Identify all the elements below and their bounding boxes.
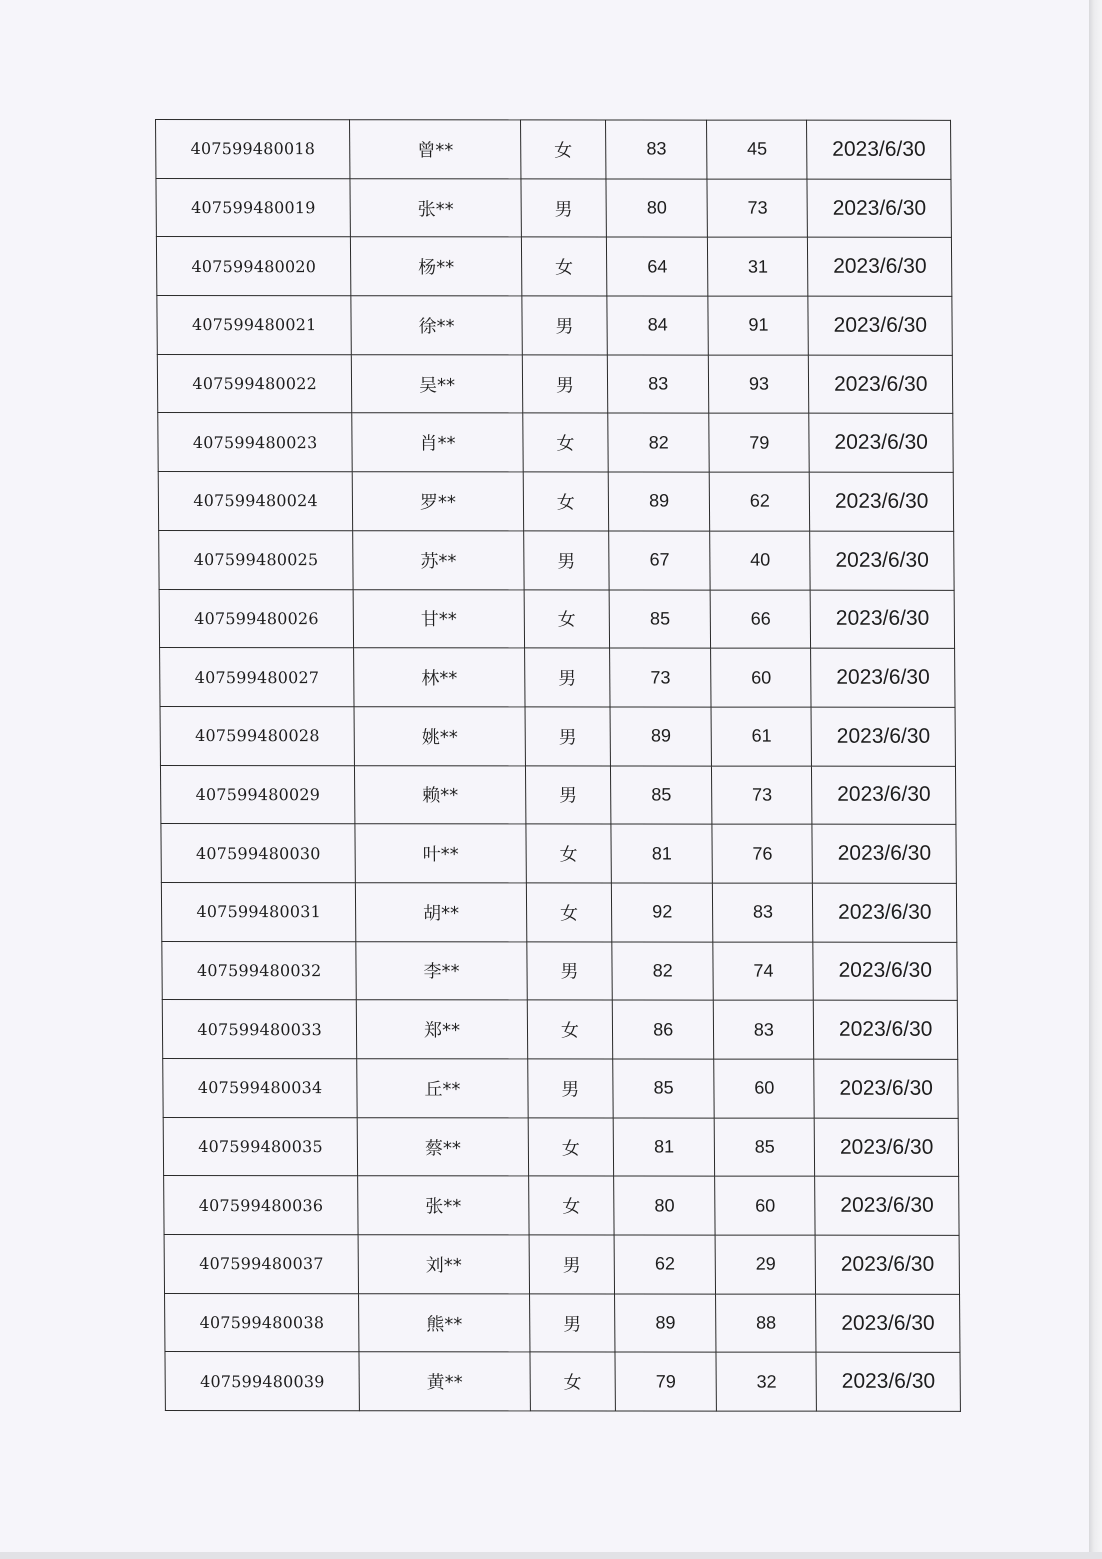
gender-cell: 女 — [524, 589, 610, 648]
score2-cell: 60 — [714, 1059, 815, 1118]
score1-cell: 89 — [615, 1294, 717, 1353]
name-cell: 叶** — [355, 824, 526, 883]
gender-cell: 女 — [526, 883, 612, 942]
name-cell: 甘** — [353, 589, 524, 648]
score2-cell: 93 — [709, 355, 810, 414]
candidate-id-cell: 407599480031 — [161, 882, 356, 941]
date-cell: 2023/6/30 — [810, 472, 954, 531]
date-cell: 2023/6/30 — [812, 824, 956, 883]
date-cell: 2023/6/30 — [816, 1235, 960, 1294]
name-cell: 熊** — [359, 1293, 530, 1352]
candidate-id-cell: 407599480025 — [159, 530, 354, 589]
score2-cell: 91 — [708, 296, 809, 355]
gender-cell: 男 — [522, 296, 608, 355]
score2-cell: 60 — [711, 648, 812, 707]
score1-cell: 62 — [614, 1235, 716, 1294]
date-cell: 2023/6/30 — [811, 590, 955, 649]
gender-cell: 女 — [523, 472, 609, 531]
score2-cell: 88 — [716, 1294, 817, 1353]
score1-cell: 80 — [614, 1176, 716, 1235]
gender-cell: 男 — [525, 707, 611, 766]
date-cell: 2023/6/30 — [815, 1118, 959, 1177]
score1-cell: 81 — [613, 1118, 715, 1177]
score2-cell: 83 — [713, 883, 814, 942]
gender-cell: 女 — [528, 1176, 614, 1235]
score1-cell: 64 — [607, 237, 709, 296]
table-row — [158, 472, 953, 532]
page-edge-bottom — [0, 1552, 1102, 1559]
table-row — [162, 941, 957, 1001]
name-cell: 赖** — [355, 765, 526, 824]
gender-cell: 女 — [527, 1000, 613, 1059]
candidate-id-cell: 407599480035 — [163, 1117, 358, 1176]
table-row — [157, 354, 952, 414]
score2-cell: 32 — [716, 1353, 817, 1412]
score2-cell: 66 — [710, 590, 811, 649]
score2-cell: 76 — [712, 824, 813, 883]
page-edge-right — [1089, 0, 1102, 1559]
date-cell: 2023/6/30 — [808, 238, 952, 297]
date-cell: 2023/6/30 — [814, 1000, 958, 1059]
candidate-id-cell: 407599480030 — [161, 824, 356, 883]
date-cell: 2023/6/30 — [810, 531, 954, 590]
table-row — [165, 1352, 960, 1412]
score1-cell: 85 — [609, 589, 711, 648]
score1-cell: 86 — [612, 1000, 714, 1059]
candidate-id-cell: 407599480022 — [157, 354, 352, 413]
gender-cell: 男 — [521, 179, 607, 238]
gender-cell: 女 — [526, 824, 612, 883]
table-row — [163, 1117, 958, 1177]
name-cell: 吴** — [352, 354, 523, 413]
name-cell: 胡** — [356, 883, 527, 942]
table-row — [160, 706, 955, 766]
score1-cell: 81 — [611, 824, 713, 883]
score1-cell: 92 — [611, 883, 713, 942]
candidate-id-cell: 407599480038 — [165, 1293, 360, 1352]
date-cell: 2023/6/30 — [812, 766, 956, 825]
score1-cell: 83 — [606, 120, 708, 179]
score2-cell: 79 — [709, 414, 810, 473]
candidate-id-cell: 407599480020 — [156, 237, 351, 296]
score2-cell: 83 — [714, 1000, 815, 1059]
gender-cell: 女 — [530, 1352, 616, 1411]
gender-cell: 男 — [529, 1294, 615, 1353]
name-cell: 蔡** — [357, 1117, 528, 1176]
score2-cell: 73 — [712, 766, 813, 825]
candidate-id-cell: 407599480026 — [159, 589, 354, 648]
candidate-id-cell: 407599480019 — [156, 178, 351, 237]
score2-cell: 61 — [711, 707, 812, 766]
score1-cell: 85 — [613, 1059, 715, 1118]
score1-cell: 85 — [611, 766, 713, 825]
name-cell: 林** — [354, 648, 525, 707]
candidate-id-cell: 407599480029 — [160, 765, 355, 824]
score1-cell: 89 — [610, 707, 712, 766]
table-row — [164, 1176, 959, 1236]
name-cell: 姚** — [354, 707, 525, 766]
score1-cell: 83 — [607, 355, 709, 414]
name-cell: 李** — [356, 941, 527, 1000]
table-row — [161, 882, 956, 942]
date-cell: 2023/6/30 — [807, 120, 951, 179]
candidate-id-cell: 407599480024 — [158, 472, 353, 531]
score1-cell: 82 — [608, 413, 710, 472]
table-row — [156, 120, 951, 180]
candidate-id-cell: 407599480032 — [162, 941, 357, 1000]
date-cell: 2023/6/30 — [811, 648, 955, 707]
name-cell: 曾** — [350, 120, 521, 179]
gender-cell: 女 — [528, 1118, 614, 1177]
gender-cell: 男 — [525, 765, 611, 824]
candidate-id-cell: 407599480023 — [158, 413, 353, 472]
score1-cell: 89 — [608, 472, 710, 531]
date-cell: 2023/6/30 — [816, 1294, 960, 1353]
name-cell: 苏** — [353, 531, 524, 590]
date-cell: 2023/6/30 — [814, 1059, 958, 1118]
score1-cell: 79 — [615, 1352, 717, 1411]
date-cell: 2023/6/30 — [811, 707, 955, 766]
date-cell: 2023/6/30 — [809, 414, 953, 473]
date-cell: 2023/6/30 — [815, 1177, 959, 1236]
name-cell: 杨** — [351, 237, 522, 296]
candidate-id-cell: 407599480028 — [160, 706, 355, 765]
score2-cell: 74 — [713, 942, 814, 1001]
name-cell: 黄** — [359, 1352, 530, 1411]
table-row — [159, 530, 954, 590]
date-cell: 2023/6/30 — [809, 355, 953, 414]
date-cell: 2023/6/30 — [813, 942, 957, 1001]
score2-cell: 62 — [709, 472, 810, 531]
candidate-id-cell: 407599480039 — [165, 1352, 360, 1411]
table-row — [164, 1235, 959, 1295]
score2-cell: 29 — [715, 1235, 816, 1294]
table-row — [160, 765, 955, 825]
score1-cell: 84 — [607, 296, 709, 355]
score1-cell: 82 — [612, 942, 714, 1001]
candidate-id-cell: 407599480033 — [162, 1000, 357, 1059]
candidate-id-cell: 407599480021 — [157, 296, 352, 355]
gender-cell: 女 — [523, 413, 609, 472]
name-cell: 张** — [350, 178, 521, 237]
gender-cell: 男 — [522, 355, 608, 414]
candidate-id-cell: 407599480027 — [160, 648, 355, 707]
gender-cell: 男 — [527, 942, 613, 1001]
score2-cell: 73 — [707, 179, 808, 238]
name-cell: 丘** — [357, 1059, 528, 1118]
date-cell: 2023/6/30 — [816, 1353, 960, 1412]
table-row — [158, 413, 953, 473]
gender-cell: 男 — [529, 1235, 615, 1294]
candidate-id-cell: 407599480037 — [164, 1235, 359, 1294]
name-cell: 徐** — [351, 296, 522, 355]
name-cell: 郑** — [357, 1000, 528, 1059]
table-row — [157, 296, 952, 356]
gender-cell: 女 — [520, 120, 606, 179]
date-cell: 2023/6/30 — [807, 179, 951, 238]
table-row — [156, 178, 951, 238]
score1-cell: 80 — [606, 179, 708, 238]
date-cell: 2023/6/30 — [813, 883, 957, 942]
table-row — [162, 1000, 957, 1060]
name-cell: 肖** — [352, 413, 523, 472]
score-table-body — [156, 120, 961, 1412]
score1-cell: 73 — [610, 648, 712, 707]
score2-cell: 85 — [714, 1118, 815, 1177]
score2-cell: 60 — [715, 1176, 816, 1235]
score-table — [155, 119, 961, 1412]
name-cell: 张** — [358, 1176, 529, 1235]
table-row — [161, 824, 956, 884]
name-cell: 罗** — [353, 472, 524, 531]
gender-cell: 女 — [521, 237, 607, 296]
table-row — [163, 1059, 958, 1119]
score2-cell: 31 — [708, 237, 809, 296]
date-cell: 2023/6/30 — [808, 296, 952, 355]
gender-cell: 男 — [524, 648, 610, 707]
candidate-id-cell: 407599480018 — [156, 120, 351, 179]
score2-cell: 45 — [707, 120, 808, 179]
candidate-id-cell: 407599480034 — [163, 1059, 358, 1118]
candidate-id-cell: 407599480036 — [164, 1176, 359, 1235]
table-row — [165, 1293, 960, 1353]
table-row — [156, 237, 951, 297]
table-row — [159, 589, 954, 649]
gender-cell: 男 — [527, 1059, 613, 1118]
score2-cell: 40 — [710, 531, 811, 590]
name-cell: 刘** — [358, 1235, 529, 1294]
gender-cell: 男 — [523, 531, 609, 590]
score1-cell: 67 — [609, 531, 711, 590]
table-row — [160, 648, 955, 708]
